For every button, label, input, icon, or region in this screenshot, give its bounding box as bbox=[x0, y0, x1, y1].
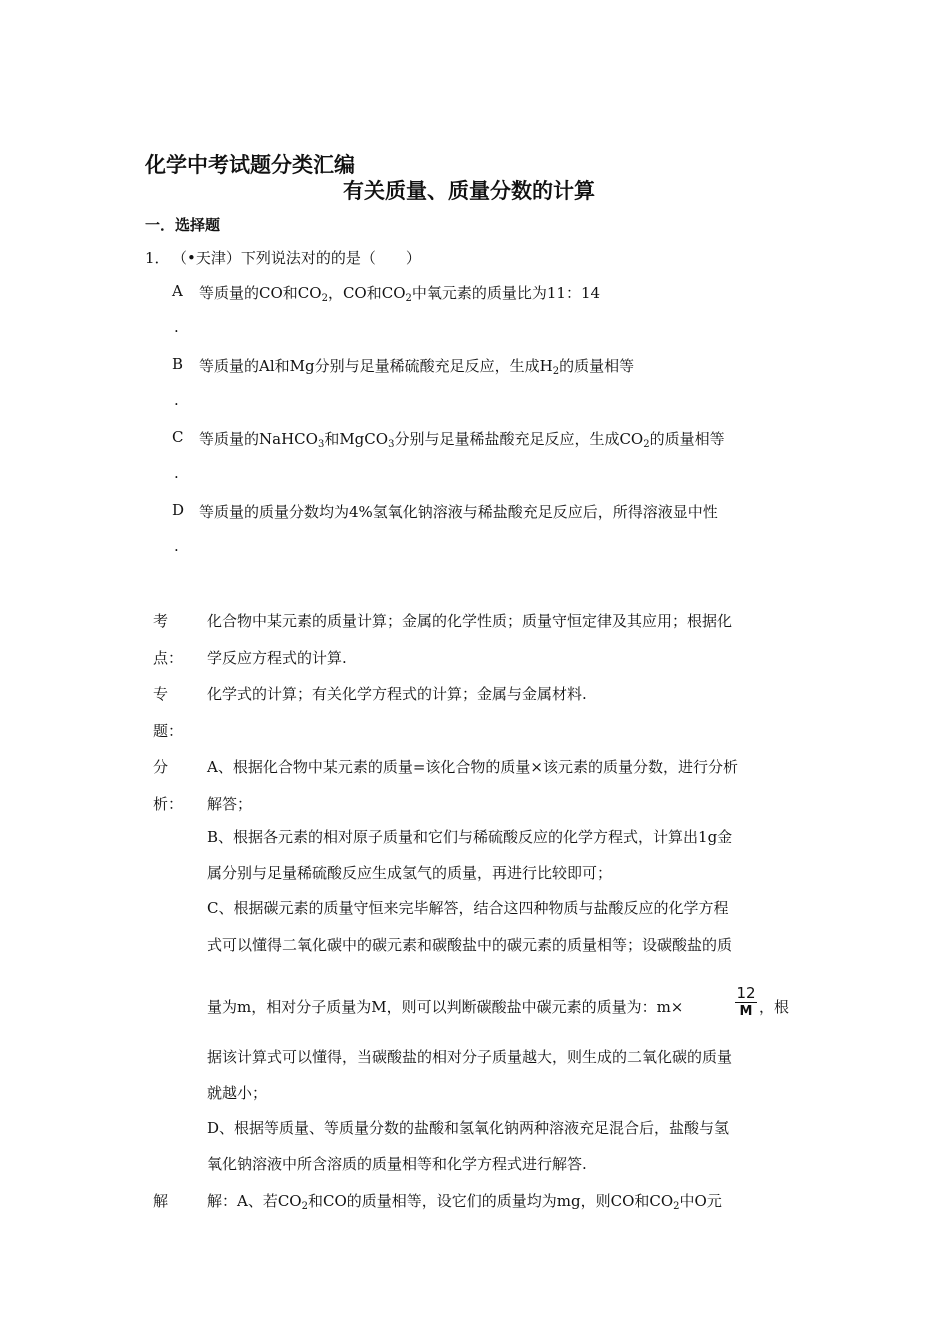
option-a-text: 等质量的CO和$CO_2$，CO和$CO_2$中氧元素的质量比为11：14 bbox=[199, 284, 601, 304]
fenxi-line-7: 据该计算式可以懂得，当碳酸盐的相对分子质量越大，则生成的二氧化碳的质量 bbox=[207, 1048, 733, 1066]
option-d-dot: . bbox=[174, 537, 179, 555]
fenxi-line-5: C、根据碳元素的质量守恒来完毕解答，结合这四种物质与盐酸反应的化学方程 bbox=[207, 899, 729, 917]
option-d-label: D bbox=[172, 501, 185, 519]
fenxi-formula-line-pre: 量为m，相对分子质量为M，则可以判断碳酸盐中碳元素的质量为：m× bbox=[207, 998, 684, 1016]
fraction-bar bbox=[735, 1002, 757, 1003]
option-c-dot: . bbox=[174, 464, 179, 482]
fenxi-line-1: A、根据化合物中某元素的质量=该化合物的质量×该元素的质量分数，进行分析 bbox=[207, 758, 738, 776]
fenxi-label-1: 分 bbox=[153, 758, 169, 776]
kaodian-line-2: 学反应方程式的计算. bbox=[207, 649, 347, 667]
option-b-dot: . bbox=[174, 391, 179, 409]
option-d-text: 等质量的质量分数均为4%氢氧化钠溶液与稀盐酸充足反应后，所得溶液显中性 bbox=[199, 503, 718, 521]
option-b-label: B bbox=[172, 355, 184, 373]
option-b-text: 等质量的Al和Mg分别与足量稀硫酸充足反应，生成$H_2$的质量相等 bbox=[199, 357, 635, 377]
doc-title: 化学中考试题分类汇编 bbox=[145, 152, 355, 177]
fenxi-line-10: 氧化钠溶液中所含溶质的质量相等和化学方程式进行解答. bbox=[207, 1155, 587, 1173]
question-stem: （•天津）下列说法对的的是（ ） bbox=[172, 249, 421, 267]
option-a-dot: . bbox=[174, 318, 179, 336]
fraction-denominator: M bbox=[739, 1004, 753, 1019]
zhuanti-label-1: 专 bbox=[153, 685, 169, 703]
fenxi-line-4: 属分别与足量稀硫酸反应生成氢气的质量，再进行比较即可； bbox=[207, 864, 613, 882]
jieda-line-1: 解：A、若$CO_2$和CO的质量相等，设它们的质量均为mg，则CO和$CO_2$中O元 bbox=[207, 1192, 722, 1212]
kaodian-label-2: 点： bbox=[153, 649, 184, 667]
fenxi-line-6: 式可以懂得二氧化碳中的碳元素和碳酸盐中的碳元素的质量相等；设碳酸盐的质 bbox=[207, 936, 733, 954]
fenxi-line-2: 解答； bbox=[207, 795, 253, 813]
fraction-12-over-m bbox=[735, 985, 757, 1019]
option-c-text: 等质量的NaHCO$_3$和MgCO$_3$分别与足量稀盐酸充足反应，生成$CO_2$的质量相等 bbox=[199, 430, 725, 450]
jieda-label: 解 bbox=[153, 1192, 169, 1210]
option-a-label: A bbox=[172, 282, 183, 300]
fenxi-label-2: 析： bbox=[153, 795, 184, 813]
fenxi-line-3: B、根据各元素的相对原子质量和它们与稀硫酸反应的化学方程式，计算出1g金 bbox=[207, 828, 733, 846]
fenxi-line-9: D、根据等质量、等质量分数的盐酸和氢氧化钠两种溶液充足混合后，盐酸与氢 bbox=[207, 1119, 730, 1137]
kaodian-label-1: 考 bbox=[153, 612, 169, 630]
fenxi-line-8: 就越小； bbox=[207, 1084, 268, 1102]
question-number: 1． bbox=[145, 249, 170, 267]
section-heading: 一．选择题 bbox=[145, 216, 221, 234]
doc-subtitle: 有关质量、质量分数的计算 bbox=[343, 178, 595, 203]
zhuanti-line-1: 化学式的计算；有关化学方程式的计算；金属与金属材料. bbox=[207, 685, 587, 703]
fraction-numerator: 12 bbox=[736, 984, 756, 1002]
zhuanti-label-2: 题： bbox=[153, 722, 184, 740]
option-c-label: C bbox=[172, 428, 184, 446]
fenxi-formula-line-post: ，根 bbox=[759, 998, 790, 1016]
kaodian-line-1: 化合物中某元素的质量计算；金属的化学性质；质量守恒定律及其应用；根据化 bbox=[207, 612, 733, 630]
